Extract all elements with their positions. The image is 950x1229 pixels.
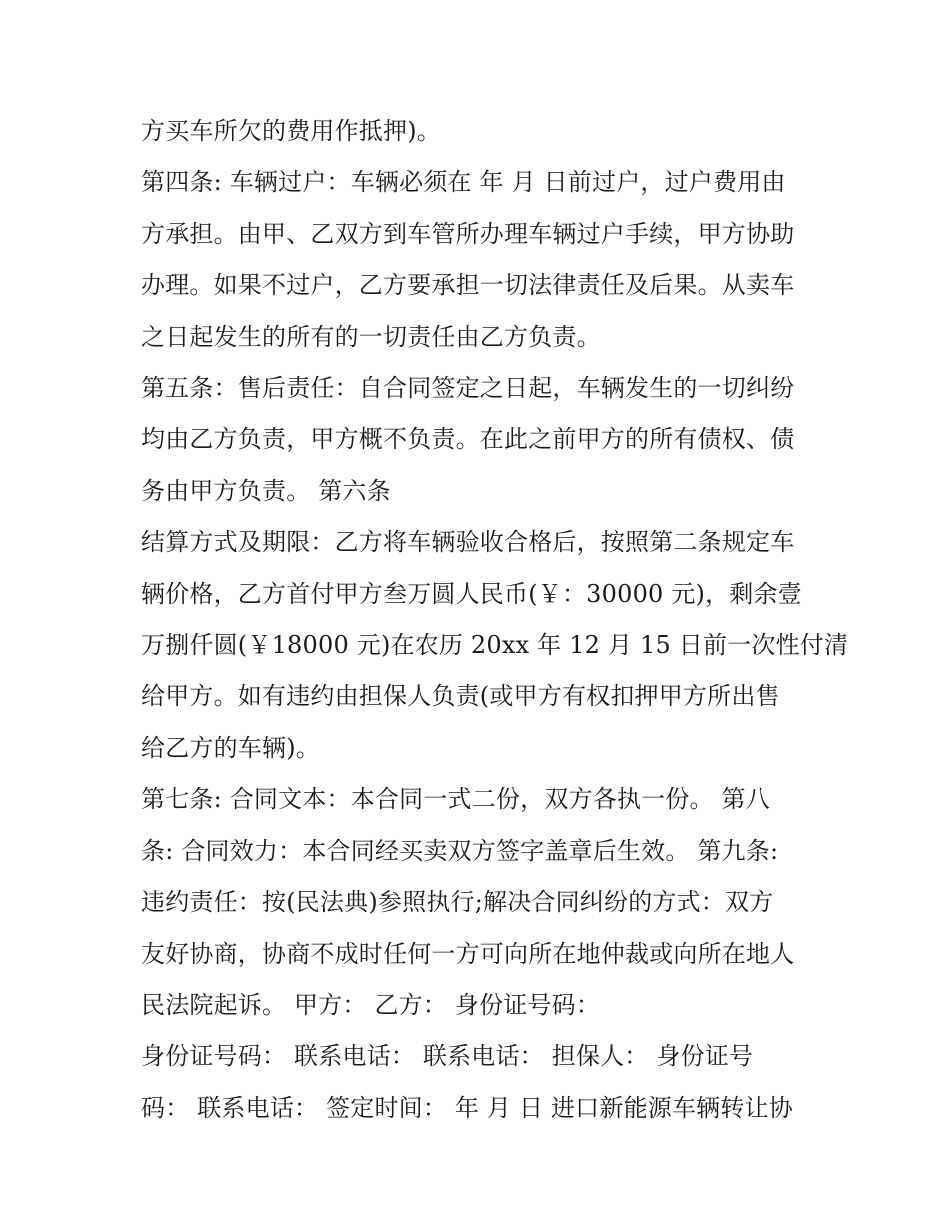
text-line: 方买车所欠的费用作抵押)。	[141, 117, 441, 145]
text-line: 之日起发生的所有的一切责任由乙方负责。	[141, 322, 601, 351]
text-line: 身份证号码： 联系电话： 联系电话： 担保人： 身份证号	[141, 1042, 754, 1071]
text-line: 第五条：售后责任：自合同签定之日起，车辆发生的一切纠纷	[141, 374, 795, 403]
text-line: 给甲方。如有违约由担保人负责(或甲方有权扣押甲方所出售	[141, 682, 780, 711]
text-line: 条: 合同效力：本合同经买卖双方签字盖章后生效。 第九条:	[141, 836, 779, 865]
text-line: 违约责任：按(民法典)参照执行;解决合同纠纷的方式：双方	[141, 888, 774, 917]
text-line: 码： 联系电话： 签定时间： 年 月 日 进口新能源车辆转让协	[141, 1093, 793, 1122]
text-line: 均由乙方负责，甲方概不负责。在此之前甲方的所有债权、债	[141, 425, 795, 454]
text-line: 第四条: 车辆过户：车辆必须在 年 月 日前过户，过户费用由	[141, 168, 786, 197]
text-line: 给乙方的车辆)。	[141, 733, 320, 762]
text-line: 方承担。由甲、乙双方到车管所办理车辆过户手续，甲方协助	[141, 219, 795, 248]
contract-body	[141, 106, 849, 1134]
text-line: 民法院起诉。 甲方： 乙方： 身份证号码：	[141, 990, 601, 1019]
text-line: 结算方式及期限：乙方将车辆验收合格后，按照第二条规定车	[141, 528, 795, 557]
text-line: 辆价格，乙方首付甲方叁万圆人民币(￥：30000 元)，剩余壹	[141, 579, 802, 608]
text-line: 办理。如果不过户，乙方要承担一切法律责任及后果。从卖车	[141, 271, 795, 300]
text-line: 友好协商，协商不成时任何一方可向所在地仲裁或向所在地人	[141, 939, 795, 968]
text-line: 务由甲方负责。 第六条	[141, 476, 391, 505]
text-line: 第七条: 合同文本：本合同一式二份，双方各执一份。 第八	[141, 785, 770, 814]
text-line: 万捌仟圆(￥18000 元)在农历 20xx 年 12 月 15 日前一次性付清	[141, 631, 849, 660]
